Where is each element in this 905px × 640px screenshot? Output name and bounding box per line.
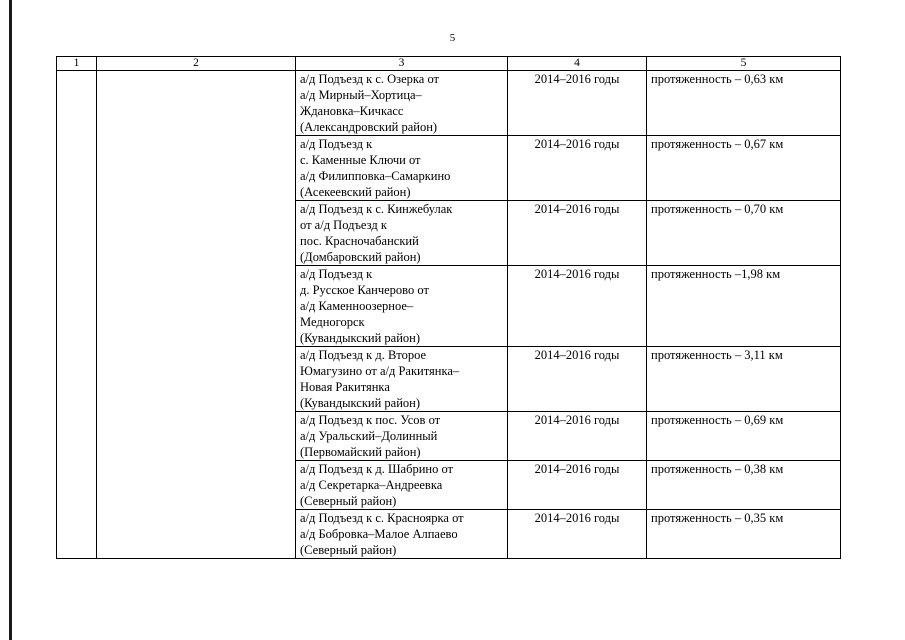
years-cell: 2014–2016 годы (508, 347, 647, 412)
road-cell: а/д Подъезд к с. Красноярка от а/д Бобровка–Малое Алпаево (Северный район) (296, 510, 508, 559)
road-cell: а/д Подъезд к д. Шабрино от а/д Секретарка–Андреевка (Северный район) (296, 461, 508, 510)
length-cell: протяженность – 0,69 км (647, 412, 841, 461)
column-header: 1 (57, 57, 97, 71)
years-cell: 2014–2016 годы (508, 510, 647, 559)
years-cell: 2014–2016 годы (508, 266, 647, 347)
left-margin-bar (9, 0, 12, 640)
length-cell: протяженность – 0,63 км (647, 71, 841, 136)
length-cell: протяженность – 0,70 км (647, 201, 841, 266)
years-cell: 2014–2016 годы (508, 412, 647, 461)
years-cell: 2014–2016 годы (508, 71, 647, 136)
road-cell: а/д Подъезд к пос. Усов от а/д Уральский–Долинный (Первомайский район) (296, 412, 508, 461)
length-cell: протяженность – 3,11 км (647, 347, 841, 412)
table-body (57, 57, 841, 559)
years-cell: 2014–2016 годы (508, 201, 647, 266)
years-cell: 2014–2016 годы (508, 461, 647, 510)
merged-cell-col1 (57, 71, 97, 559)
column-header: 5 (647, 57, 841, 71)
column-header: 2 (97, 57, 296, 71)
road-cell: а/д Подъезд к д. Русское Канчерово от а/д Каменноозерное– Медногорск (Кувандыкский район) (296, 266, 508, 347)
column-header: 4 (508, 57, 647, 71)
merged-cell-col2 (97, 71, 296, 559)
page-number: 5 (449, 32, 456, 44)
road-cell: а/д Подъезд к с. Каменные Ключи от а/д Филипповка–Самаркино (Асекеевский район) (296, 136, 508, 201)
column-header: 3 (296, 57, 508, 71)
length-cell: протяженность – 0,38 км (647, 461, 841, 510)
road-table (56, 56, 841, 559)
road-cell: а/д Подъезд к с. Кинжебулак от а/д Подъезд к пос. Красночабанский (Домбаровский район) (296, 201, 508, 266)
road-cell: а/д Подъезд к с. Озерка от а/д Мирный–Хортица– Ждановка–Кичкасс (Александровский район) (296, 71, 508, 136)
length-cell: протяженность –1,98 км (647, 266, 841, 347)
length-cell: протяженность – 0,67 км (647, 136, 841, 201)
table-row (57, 71, 841, 136)
length-cell: протяженность – 0,35 км (647, 510, 841, 559)
road-cell: а/д Подъезд к д. Второе Юмагузино от а/д Ракитянка– Новая Ракитянка (Кувандыкский район) (296, 347, 508, 412)
table-header-row (57, 57, 841, 71)
years-cell: 2014–2016 годы (508, 136, 647, 201)
